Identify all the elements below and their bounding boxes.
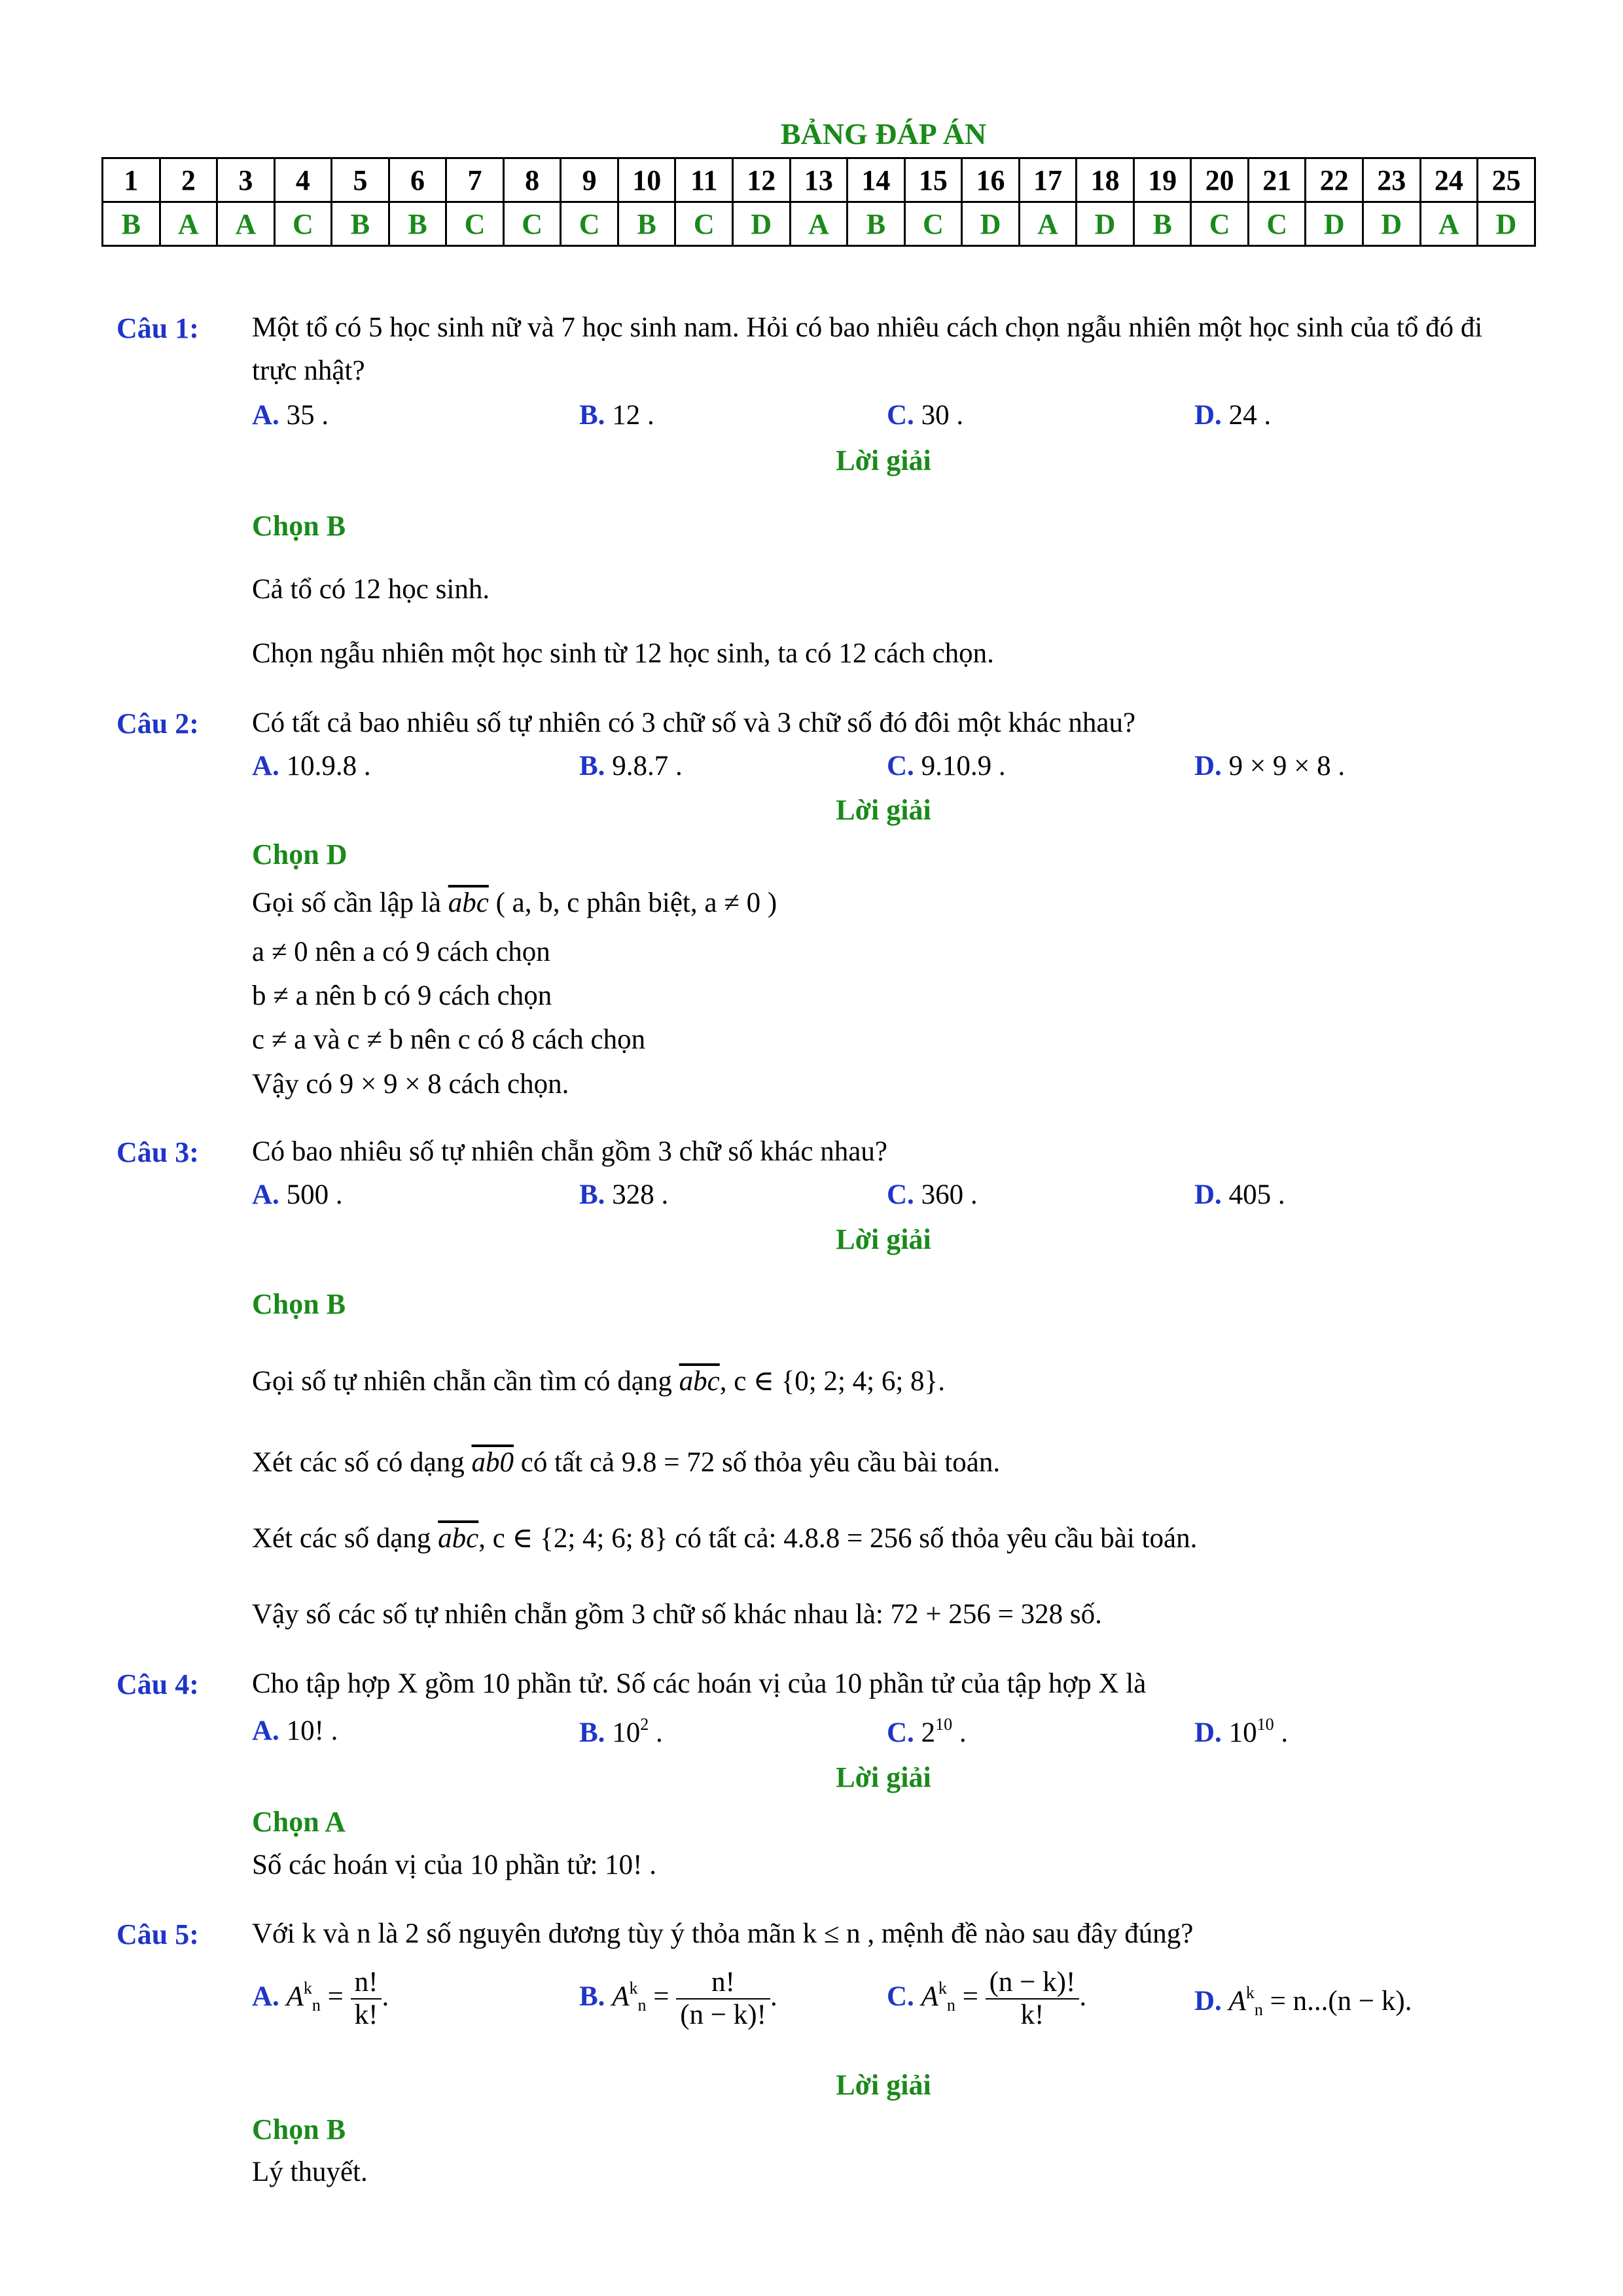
answer-key-answer-cell: A — [1019, 202, 1077, 246]
answer-key-number-cell: 13 — [790, 158, 847, 202]
answer-key-answer-cell: C — [904, 202, 962, 246]
answer-key-answer-cell: C — [561, 202, 618, 246]
answer-key-answer-cell: C — [503, 202, 561, 246]
answer-key-answer-row — [103, 202, 1535, 246]
answer-key-answer-cell: C — [274, 202, 332, 246]
q1-solution-heading: Lời giải — [836, 444, 931, 476]
answer-key-answer-cell: B — [618, 202, 675, 246]
q1-option-a: A. 35 . — [252, 400, 329, 431]
answer-key-title: BẢNG ĐÁP ÁN — [780, 117, 987, 151]
q1-option-b: B. 12 . — [579, 400, 654, 431]
q5-solution-line-1: Lý thuyết. — [252, 2157, 368, 2187]
answer-key-number-cell: 12 — [733, 158, 791, 202]
q5-option-d: D. $A^k_n = n...(n - k)$. — [1194, 1983, 1412, 2019]
answer-key-answer-cell: B — [1133, 202, 1191, 246]
q5-option-c: C. $A^k_n$ = $\frac{(n - k)!}{k!}$ . — [887, 1967, 1087, 2030]
q3-option-b: B. 328 . — [579, 1179, 669, 1210]
q3-solution-line-3: Xét các số dạng $\overline{abc}$, c ∈ {2; 4; 6; 8} có tất cả: 4.8.8 = 256 số thỏa yêu cầu bài toán. — [252, 1523, 1198, 1554]
answer-key-number-cell: 1 — [103, 158, 160, 202]
q4-option-d: D. $10^{10}$ . — [1194, 1715, 1289, 1748]
q5-solution-heading: Lời giải — [836, 2069, 931, 2101]
q3-solution-heading: Lời giải — [836, 1223, 931, 1255]
q4-option-a: A. 10! . — [252, 1715, 338, 1746]
q4-option-b: B. $10^2$ . — [579, 1715, 663, 1748]
answer-key-number-cell: 22 — [1306, 158, 1363, 202]
answer-key-number-cell: 11 — [675, 158, 733, 202]
answer-key-number-cell: 23 — [1363, 158, 1421, 202]
answer-key-answer-cell: D — [733, 202, 791, 246]
answer-key-answer-cell: C — [1191, 202, 1249, 246]
q2-solution-line-3: b ≠ a nên b có 9 cách chọn — [252, 980, 552, 1011]
answer-key-number-cell: 20 — [1191, 158, 1249, 202]
q1-choice: Chọn B — [252, 510, 346, 542]
answer-key-number-row — [103, 158, 1535, 202]
answer-key-number-cell: 5 — [332, 158, 389, 202]
answer-key-number-cell: 7 — [446, 158, 504, 202]
answer-key-answer-cell: C — [675, 202, 733, 246]
answer-key-answer-cell: C — [1248, 202, 1306, 246]
answer-key-number-cell: 14 — [847, 158, 905, 202]
answer-key-answer-cell: D — [1306, 202, 1363, 246]
answer-key-table — [101, 157, 1536, 247]
q2-solution-line-4: c ≠ a và c ≠ b nên c có 8 cách chọn — [252, 1024, 646, 1055]
q3-option-d: D. 405 . — [1194, 1179, 1285, 1210]
answer-key-answer-cell: B — [847, 202, 905, 246]
answer-key-answer-cell: A — [1420, 202, 1478, 246]
answer-key-number-cell: 24 — [1420, 158, 1478, 202]
q2-option-d: D. 9 × 9 × 8 . — [1194, 751, 1346, 781]
question-4-label: Câu 4: — [116, 1668, 199, 1700]
q4-solution-line-1: Số các hoán vị của 10 phần tử: 10! . — [252, 1850, 656, 1880]
q1-solution-line-1: Cả tổ có 12 học sinh. — [252, 574, 490, 605]
question-3-text: Có bao nhiêu số tự nhiên chẵn gồm 3 chữ số khác nhau? — [252, 1136, 887, 1167]
q5-choice: Chọn B — [252, 2113, 346, 2145]
answer-key-answer-cell: B — [103, 202, 160, 246]
q3-solution-line-2: Xét các số có dạng ab0 có tất cả 9.8 = 72 số thỏa yêu cầu bài toán. — [252, 1447, 1001, 1478]
q2-choice: Chọn D — [252, 838, 348, 870]
question-2-text: Có tất cả bao nhiêu số tự nhiên có 3 chữ số và 3 chữ số đó đôi một khác nhau? — [252, 708, 1136, 738]
question-3-label: Câu 3: — [116, 1136, 199, 1168]
q2-option-c: C. 9.10.9 . — [887, 751, 1006, 781]
answer-key-number-cell: 6 — [389, 158, 446, 202]
q2-solution-line-2: a ≠ 0 nên a có 9 cách chọn — [252, 937, 550, 967]
q3-solution-line-1: Gọi số tự nhiên chẵn cần tìm có dạng $\overline{abc}$, c ∈ {0; 2; 4; 6; 8}. — [252, 1366, 945, 1397]
q5-option-b: B. $A^k_n$ = $\frac{n!}{(n - k)!}$ . — [579, 1967, 777, 2030]
answer-key-answer-cell: C — [446, 202, 504, 246]
q2-option-a: A. 10.9.8 . — [252, 751, 371, 781]
answer-key-number-cell: 17 — [1019, 158, 1077, 202]
answer-key-answer-cell: B — [389, 202, 446, 246]
answer-key-answer-cell: A — [790, 202, 847, 246]
q1-option-c: C. 30 . — [887, 400, 964, 431]
question-5-text: Với k và n là 2 số nguyên dương tùy ý thỏa mãn k ≤ n , mệnh đề nào sau đây đúng? — [252, 1918, 1194, 1949]
answer-key-answer-cell: D — [1478, 202, 1535, 246]
q2-solution-heading: Lời giải — [836, 794, 931, 826]
q3-option-c: C. 360 . — [887, 1179, 978, 1210]
answer-key-answer-cell: D — [962, 202, 1020, 246]
q3-option-a: A. 500 . — [252, 1179, 343, 1210]
answer-key-number-cell: 15 — [904, 158, 962, 202]
q3-solution-line-4: Vậy số các số tự nhiên chẵn gồm 3 chữ số khác nhau là: 72 + 256 = 328 số. — [252, 1599, 1102, 1630]
q3-choice: Chọn B — [252, 1288, 346, 1320]
answer-key-number-cell: 8 — [503, 158, 561, 202]
q5-option-a: A. $A^k_n$ = $\frac{n!}{k!}$ . — [252, 1967, 389, 2030]
answer-key-number-cell: 2 — [160, 158, 217, 202]
question-1-label: Câu 1: — [116, 312, 199, 344]
answer-key-number-cell: 18 — [1077, 158, 1134, 202]
answer-key-number-cell: 25 — [1478, 158, 1535, 202]
question-2-label: Câu 2: — [116, 708, 199, 740]
answer-key-answer-cell: A — [217, 202, 275, 246]
q4-option-c: C. $2^{10}$ . — [887, 1715, 967, 1748]
question-5-label: Câu 5: — [116, 1918, 199, 1950]
answer-key-answer-cell: B — [332, 202, 389, 246]
answer-key-number-cell: 19 — [1133, 158, 1191, 202]
answer-key-number-cell: 21 — [1248, 158, 1306, 202]
q4-solution-heading: Lời giải — [836, 1761, 931, 1793]
q1-option-d: D. 24 . — [1194, 400, 1272, 431]
answer-key-number-cell: 10 — [618, 158, 675, 202]
q1-solution-line-2: Chọn ngẫu nhiên một học sinh từ 12 học sinh, ta có 12 cách chọn. — [252, 638, 994, 669]
answer-key-number-cell: 16 — [962, 158, 1020, 202]
question-4-text: Cho tập hợp X gồm 10 phần tử. Số các hoán vị của 10 phần tử của tập hợp X là — [252, 1668, 1147, 1699]
q4-choice: Chọn A — [252, 1806, 346, 1838]
answer-key-number-cell: 4 — [274, 158, 332, 202]
answer-key-number-cell: 3 — [217, 158, 275, 202]
answer-key-number-cell: 9 — [561, 158, 618, 202]
q2-solution-line-5: Vậy có 9 × 9 × 8 cách chọn. — [252, 1069, 569, 1100]
answer-key-answer-cell: D — [1363, 202, 1421, 246]
answer-key-answer-cell: A — [160, 202, 217, 246]
question-1-text: Một tổ có 5 học sinh nữ và 7 học sinh nam. Hỏi có bao nhiêu cách chọn ngẫu nhiên một học sinh của tổ đó đi trực nhật? — [252, 312, 1483, 386]
answer-key-answer-cell: D — [1077, 202, 1134, 246]
q2-option-b: B. 9.8.7 . — [579, 751, 683, 781]
q2-solution-line-1: Gọi số cần lập là $\overline{abc}$ ( a, b, c phân biệt, a ≠ 0 ) — [252, 888, 777, 918]
